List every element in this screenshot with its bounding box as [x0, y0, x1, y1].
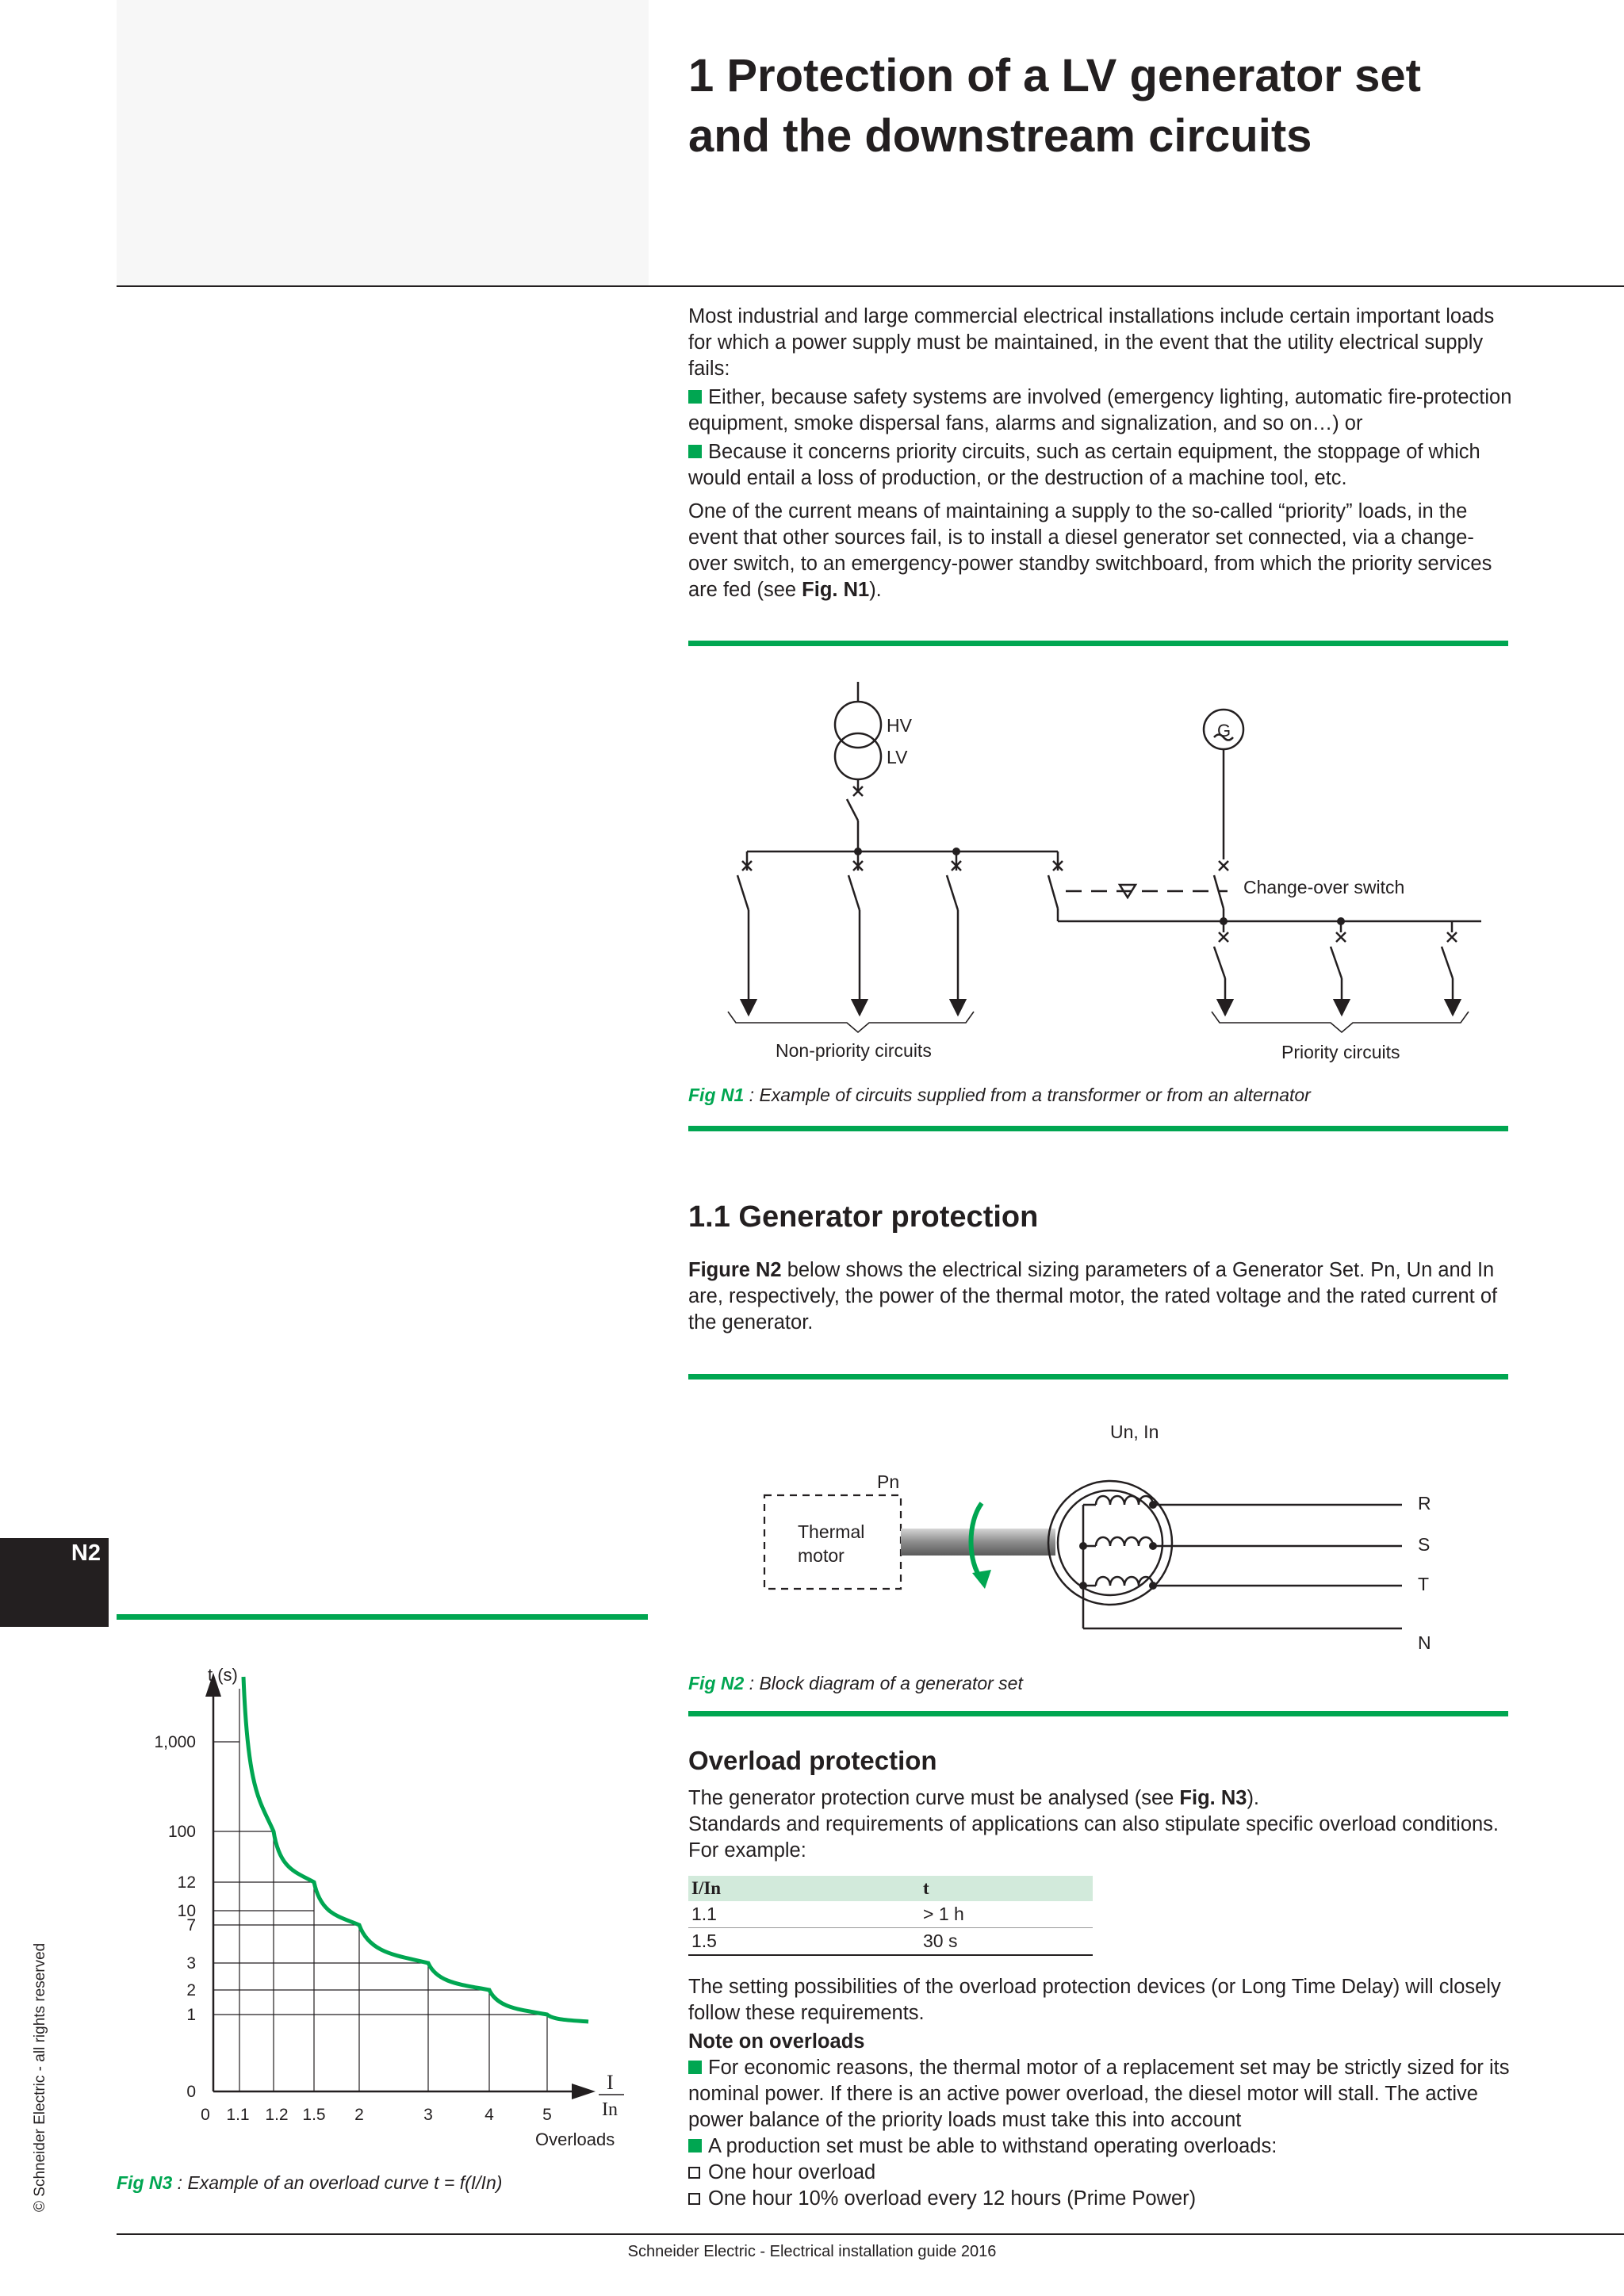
page-title-line1: 1 Protection of a LV generator set [688, 50, 1421, 101]
intro-paragraph-1: Most industrial and large commercial electrical installations include certain important loads for which a power supply must be maintained, in the event that the utility electrical supply fails: [688, 305, 1495, 380]
hollow-square-bullet-icon [688, 2193, 700, 2205]
intro-text [688, 304, 1513, 610]
y-tick-label: 2 [186, 1981, 196, 1999]
overload-paragraph-1: The generator protection curve must be analysed (see Fig. N3). [688, 1787, 1260, 1809]
note-sub-bullet-1: One hour overload [688, 2160, 1513, 2186]
chart-axes [205, 1673, 596, 2099]
note-on-overloads-heading: Note on overloads [688, 2030, 865, 2053]
fig-n1-caption: Fig N1 : Example of circuits supplied from a transformer or from an alternator [688, 1085, 1311, 1105]
table-cell: 30 s [920, 1928, 1093, 1956]
fig-n1-hv-label: HV [887, 715, 912, 736]
fig-n2-un-in-label: Un, In [1110, 1422, 1159, 1442]
fig-n2-caption: Fig N2 : Block diagram of a generator set [688, 1673, 1023, 1693]
x-axis-label: Overloads [535, 2130, 615, 2149]
overload-intro-text [688, 1785, 1513, 1864]
table-cell: 1.1 [688, 1901, 920, 1928]
square-bullet-icon [688, 2061, 702, 2074]
square-bullet-icon [688, 445, 702, 458]
table-cell: > 1 h [920, 1901, 1093, 1928]
note-bullet-1: For economic reasons, the thermal motor of a replacement set may be strictly sized for its nominal power. If there is an active power overload, the diesel motor will stall. The active power balance of the priority loads must take this into account [688, 2057, 1510, 2131]
transformer-lv-winding [835, 733, 881, 779]
y-tick-label: 12 [177, 1873, 196, 1892]
x-tick-label: 0 [201, 2106, 210, 2124]
intro-bullet-1: Either, because safety systems are involved (emergency lighting, automatic fire-protection equipment, smoke dispersal fans, alarms and signalization, and so on…) or [688, 386, 1512, 434]
y-tick-label: 100 [167, 1823, 196, 1841]
intro-paragraph-2: One of the current means of maintaining a supply to the so-called “priority” loads, in the event that other sources fail, is to install a diesel generator set connected, via a change-over switch, to an emergency-power standby switchboard, from which the priority services are fed (see Fig. N1). [688, 500, 1492, 601]
fig-n2-pn-label: Pn [877, 1471, 900, 1492]
x-tick-label: 3 [423, 2106, 433, 2124]
y-tick-label: 0 [186, 2083, 196, 2101]
footer-rule [117, 2233, 1624, 2235]
y-tick-label: 3 [186, 1954, 196, 1973]
overload-requirements-table [688, 1876, 1093, 1956]
fig-n2-bottom-rule [688, 1711, 1508, 1716]
fig-n3-caption: Fig N3 : Example of an overload curve t = f(I/In) [117, 2172, 503, 2193]
table-header-cell: I/In [688, 1876, 920, 1901]
page-title [688, 46, 1576, 166]
square-bullet-icon [688, 2139, 702, 2152]
square-bullet-icon [688, 390, 702, 404]
fig-n2-motor-label: motor [798, 1545, 845, 1566]
fig-n2-block-diagram [688, 1419, 1513, 1657]
footer-text: Schneider Electric - Electrical installation guide 2016 [627, 2243, 997, 2260]
overload-paragraph-3: The setting possibilities of the overload protection devices (or Long Time Delay) will closely follow these requirements. [688, 1976, 1501, 2024]
fig-n1-single-line-diagram [688, 682, 1513, 1070]
page-number-tab: N2 [0, 1538, 109, 1627]
phase-t-label: T [1418, 1574, 1430, 1594]
neutral-n-label: N [1418, 1632, 1431, 1653]
overload-notes-text [688, 1974, 1513, 2212]
table-row [688, 1928, 1093, 1956]
table-header-row [688, 1876, 1093, 1901]
fig-n3-top-rule [117, 1614, 648, 1620]
overload-paragraph-2: Standards and requirements of applications can also stipulate specific overload conditions. For example: [688, 1813, 1500, 1862]
phase-s-label: S [1418, 1534, 1431, 1555]
table-row [688, 1901, 1093, 1928]
generator-protection-text: Figure N2 below shows the electrical sizing parameters of a Generator Set. Pn, Un and In are, respectively, the power of the thermal motor, the rated voltage and the rated current of the generator. [688, 1259, 1498, 1334]
fig-n1-generator-label: G [1217, 721, 1231, 740]
x-tick-label: 4 [485, 2106, 494, 2124]
fig-n2-top-rule [688, 1374, 1508, 1380]
phase-r-label: R [1418, 1493, 1431, 1513]
y-tick-label: 7 [186, 1916, 196, 1934]
copyright-notice: © Schneider Electric - all rights reserved [32, 1942, 48, 2212]
page-title-line2: and the downstream circuits [688, 110, 1312, 162]
fig-n1-bottom-rule [688, 1126, 1508, 1131]
fig-n1-top-rule [688, 641, 1508, 646]
hollow-square-bullet-icon [688, 2167, 700, 2179]
thermal-motor-box [764, 1495, 901, 1589]
overload-protection-heading: Overload protection [688, 1746, 937, 1775]
y-axis-label: t (s) [208, 1665, 238, 1685]
generator-protection-heading: 1.1 Generator protection [688, 1200, 1039, 1234]
note-bullet-2: A production set must be able to withstand operating overloads: [688, 2133, 1513, 2160]
x-tick-label: 1.5 [302, 2106, 326, 2124]
x-axis-arrow-icon [572, 2084, 596, 2099]
note-sub-bullet-2: One hour 10% overload every 12 hours (Prime Power) [688, 2186, 1513, 2212]
chart-grid [213, 1689, 547, 2091]
x-tick-label: 1.1 [226, 2106, 250, 2124]
x-tick-label: 2 [354, 2106, 364, 2124]
fig-n1-priority-label: Priority circuits [1281, 1042, 1400, 1062]
y-tick-label: 1,000 [154, 1733, 196, 1751]
fig-n1-non-priority-label: Non-priority circuits [776, 1040, 932, 1061]
x-tick-label: 1.2 [265, 2106, 289, 2124]
intro-bullet-2: Because it concerns priority circuits, such as certain equipment, the stoppage of which would entail a loss of production, or the destruction of a machine tool, etc. [688, 441, 1480, 489]
table-cell: 1.5 [688, 1928, 920, 1956]
fig-n1-lv-label: LV [887, 747, 908, 767]
fig-n3-overload-curve-chart [117, 1657, 648, 2164]
table-header-cell: t [920, 1876, 1093, 1901]
x-axis-fraction-denominator: In [602, 2099, 618, 2120]
overload-curve-line [243, 1677, 588, 2022]
drive-shaft [901, 1529, 1055, 1556]
x-tick-label: 5 [542, 2106, 552, 2124]
x-axis-fraction-numerator: I [607, 2071, 614, 2094]
fig-n1-changeover-label: Change-over switch [1243, 877, 1405, 897]
left-column-background [117, 0, 649, 285]
y-tick-label: 1 [186, 2006, 196, 2024]
header-rule [117, 285, 1624, 287]
fig-n2-thermal-label: Thermal [798, 1521, 865, 1542]
y-tick-label: 10 [177, 1902, 196, 1920]
